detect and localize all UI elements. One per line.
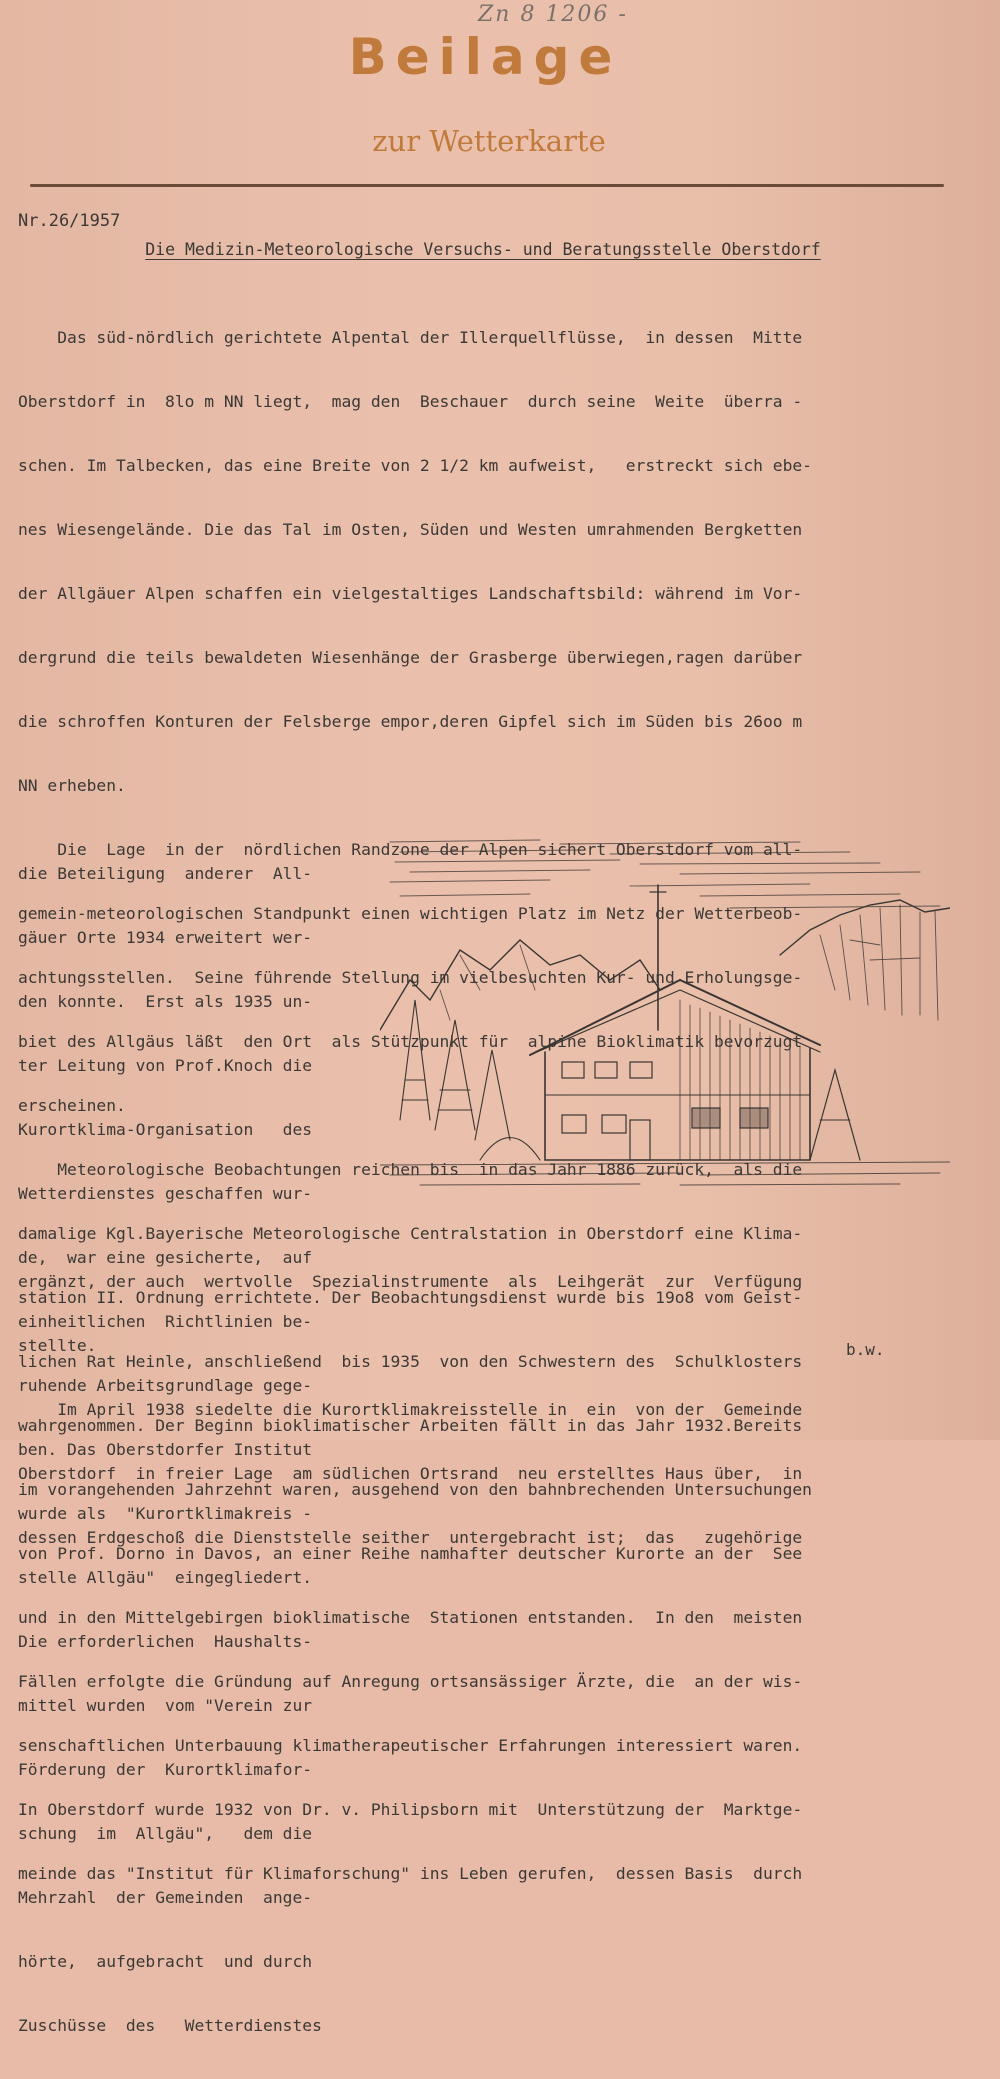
text-line: NN erheben. — [18, 775, 126, 795]
text-line: einheitlichen Richtlinien be- — [18, 1311, 313, 1331]
text-line: schen. Im Talbecken, das eine Breite von 2 1/2 km aufweist, erstreckt sich ebe- — [18, 455, 812, 475]
text-line: Wetterdienstes geschaffen wur- — [18, 1183, 313, 1203]
text-line: ruhende Arbeitsgrundlage gege- — [18, 1375, 313, 1395]
text-line: wurde als "Kurortklimakreis - — [18, 1504, 313, 1523]
article-headline — [0, 240, 966, 259]
text-line: den konnte. Erst als 1935 un- — [18, 991, 313, 1011]
text-line: Mehrzahl der Gemeinden ange- — [18, 1888, 313, 1908]
text-line: Fällen erfolgte die Gründung auf Anregung ortsansässiger Ärzte, die an der wis- — [18, 1672, 803, 1692]
headline-text: Die Medizin-Meteorologische Versuchs- und Beratungsstelle Oberstdorf — [145, 240, 821, 259]
text-line: die schroffen Konturen der Felsberge empor,deren Gipfel sich im Süden bis 26oo m — [18, 711, 803, 731]
text-line: station II. Ordnung errichtete. Der Beobachtungsdienst wurde bis 19o8 vom Geist- — [18, 1288, 803, 1308]
text-line: meinde das "Institut für Klimaforschung" ins Leben gerufen, dessen Basis durch — [18, 1864, 803, 1884]
text-line: In Oberstdorf wurde 1932 von Dr. v. Philipsborn mit Unterstützung der Marktge- — [18, 1800, 803, 1820]
text-line: achtungsstellen. Seine führende Stellung im vielbesuchten Kur- und Erholungsge- — [18, 968, 803, 987]
text-line: erscheinen. — [18, 1096, 126, 1116]
text-line: ergänzt, der auch wertvolle Spezialinstrumente als Leihgerät zur Verfügung — [18, 1271, 803, 1291]
text-line: Meteorologische Beobachtungen reichen bis in das Jahr 1886 zurück, als die — [18, 1160, 803, 1180]
text-line: Das süd-nördlich gerichtete Alpental der Illerquellflüsse, in dessen Mitte — [18, 327, 803, 347]
text-line: im vorangehenden Jahrzehnt waren, ausgehend von den bahnbrechenden Untersuchungen — [18, 1480, 812, 1500]
text-line: Die Lage in der nördlichen Randzone der Alpen sichert Oberstdorf vom all- — [18, 839, 803, 859]
text-line: der Allgäuer Alpen schaffen ein vielgestaltiges Landschaftsbild: während im Vor- — [18, 583, 803, 603]
text-line: Förderung der Kurortklimafor- — [18, 1760, 313, 1780]
text-line: mittel wurden vom "Verein zur — [18, 1696, 313, 1716]
text-line: dergrund die teils bewaldeten Wiesenhänge der Grasberge überwiegen,ragen darüber — [18, 647, 803, 667]
author-initials: b.w. — [846, 1340, 885, 1359]
text-line: schung im Allgäu", dem die — [18, 1824, 313, 1844]
text-line: ben. Das Oberstdorfer Institut — [18, 1439, 313, 1459]
archive-pencil-note: Zn 8 1206 - — [478, 2, 628, 27]
text-line: Zuschüsse des Wetterdienstes — [18, 2016, 322, 2036]
article-body-bottom — [18, 1228, 950, 1591]
masthead-title: Beilage — [348, 28, 622, 86]
masthead-subtitle: zur Wetterkarte — [372, 124, 606, 158]
text-line: Oberstdorf in 8lo m NN liegt, mag den Beschauer durch seine Weite überra - — [18, 391, 803, 411]
text-line: stellte. — [18, 1335, 97, 1355]
text-line: dessen Erdgeschoß die Dienststelle seither untergebracht ist; das zugehörige — [18, 1527, 803, 1547]
text-line: die Beteiligung anderer All- — [18, 863, 313, 883]
text-line: von Prof. Dorno in Davos, an einer Reihe namhafter deutscher Kurorte an der See — [18, 1544, 803, 1564]
text-line: und in den Mittelgebirgen bioklimatische Stationen entstanden. In den meisten — [18, 1608, 803, 1628]
text-line: hörte, aufgebracht und durch — [18, 1952, 313, 1972]
text-line: Kurortklima-Organisation des — [18, 1119, 313, 1139]
text-line: Oberstdorf in freier Lage am südlichen Ortsrand neu erstelltes Haus über, in — [18, 1463, 803, 1483]
text-line: ter Leitung von Prof.Knoch die — [18, 1055, 313, 1075]
text-line: lichen Rat Heinle, anschließend bis 1935 von den Schwestern des Schulklosters — [18, 1352, 803, 1372]
text-line: gemein-meteorologischen Standpunkt einen wichtigen Platz im Netz der Wetterbeob- — [18, 903, 803, 923]
text-line: Die erforderlichen Haushalts- — [18, 1632, 313, 1652]
text-line: nes Wiesengelände. Die das Tal im Osten, Süden und Westen umrahmenden Bergketten — [18, 519, 803, 539]
text-line: damalige Kgl.Bayerische Meteorologische Centralstation in Oberstdorf eine Klima- — [18, 1224, 803, 1244]
text-line: gäuer Orte 1934 erweitert wer- — [18, 927, 313, 947]
station-house-illustration — [380, 830, 950, 1190]
text-line: de, war eine gesicherte, auf — [18, 1247, 313, 1267]
text-line: senschaftlichen Unterbauung klimatherapeutischer Erfahrungen interessiert waren. — [18, 1736, 803, 1756]
masthead-rule — [30, 184, 944, 187]
text-line: Im April 1938 siedelte die Kurortklimakreisstelle in ein von der Gemeinde — [18, 1399, 803, 1419]
text-line: biet des Allgäus läßt den Ort als Stützpunkt für alpine Bioklimatik bevorzugt — [18, 1032, 803, 1052]
text-line: stelle Allgäu" eingegliedert. — [18, 1568, 313, 1588]
text-line: wahrgenommen. Der Beginn bioklimatischer Arbeiten fällt in das Jahr 1932.Bereits — [18, 1416, 803, 1436]
issue-number: Nr.26/1957 — [18, 211, 121, 231]
